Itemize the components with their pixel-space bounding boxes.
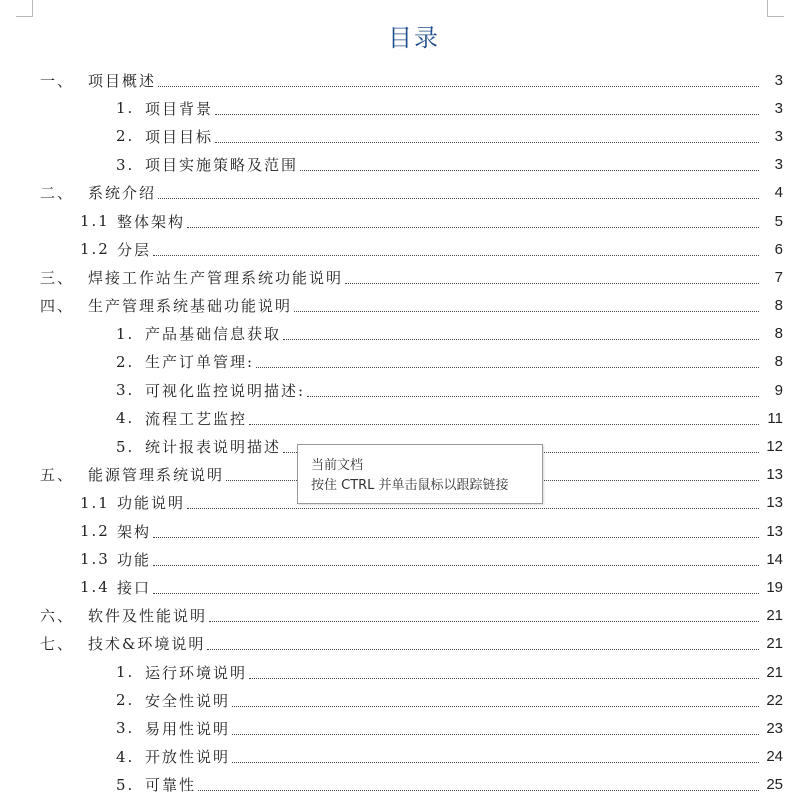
toc-dot-leader	[158, 86, 759, 87]
toc-entry-number: 3.	[116, 381, 145, 399]
toc-dot-leader	[153, 565, 759, 566]
toc-entry-page-number: 8	[774, 297, 783, 315]
toc-dot-leader	[283, 339, 759, 340]
toc-entry-number: 4.	[116, 748, 145, 766]
toc-dot-leader	[187, 508, 759, 509]
toc-entry-number: 六、	[40, 605, 88, 626]
toc-entry-page-number: 13	[766, 494, 783, 512]
toc-entry-label: 接口	[117, 578, 152, 597]
toc-dot-leader	[256, 367, 759, 368]
toc-entry-label: 整体架构	[117, 212, 186, 231]
toc-entry-page-number: 3	[774, 156, 783, 174]
toc-entry-label: 系统介绍	[88, 184, 157, 203]
toc-entry-label: 易用性说明	[145, 719, 231, 738]
toc-entry-page-number: 5	[774, 212, 783, 230]
toc-entry[interactable]	[0, 714, 800, 742]
toc-title: 目录	[388, 24, 440, 52]
toc-entry-number: 2.	[116, 127, 145, 145]
tooltip-line-document: 当前文档	[311, 458, 364, 473]
toc-entry-page-number: 25	[766, 776, 783, 794]
toc-entry-number: 1.2	[80, 522, 117, 540]
toc-entry-label: 架构	[117, 522, 152, 541]
toc-dot-leader	[207, 649, 759, 650]
toc-dot-leader	[209, 621, 759, 622]
toc-entry-number: 二、	[40, 182, 88, 203]
toc-entry[interactable]	[0, 94, 800, 122]
toc-entry-label: 项目背景	[145, 99, 214, 118]
toc-entry-label: 能源管理系统说明	[88, 466, 225, 485]
toc-entry-number: 1.2	[80, 240, 117, 258]
toc-entry[interactable]	[0, 376, 800, 404]
toc-entry[interactable]	[0, 686, 800, 714]
toc-entry-label: 软件及性能说明	[88, 607, 208, 626]
toc-entry-label: 产品基础信息获取	[145, 325, 282, 344]
toc-entry-label: 分层	[117, 240, 152, 259]
page-corner-mark-right	[767, 0, 784, 17]
toc-entry-page-number: 3	[774, 71, 783, 89]
toc-entry-label: 可靠性	[145, 776, 197, 795]
toc-entry-number: 3.	[116, 719, 145, 737]
toc-entry-page-number: 23	[766, 719, 783, 737]
toc-entry-page-number: 4	[774, 184, 783, 202]
toc-entry-label: 可视化监控说明描述:	[145, 381, 306, 400]
toc-entry[interactable]	[0, 404, 800, 432]
toc-entry-page-number: 6	[774, 240, 783, 258]
hyperlink-tooltip	[297, 444, 543, 504]
toc-entry[interactable]	[0, 66, 800, 94]
toc-entry[interactable]	[0, 602, 800, 630]
toc-entry-label: 技术&环境说明	[88, 635, 206, 654]
toc-entry-label: 项目实施策略及范围	[145, 156, 299, 175]
toc-entry[interactable]	[0, 235, 800, 263]
toc-entry-label: 项目目标	[145, 127, 214, 146]
toc-entry[interactable]	[0, 292, 800, 320]
toc-entry[interactable]	[0, 573, 800, 601]
toc-entry-label: 生产订单管理:	[145, 353, 255, 372]
toc-dot-leader	[345, 283, 759, 284]
toc-dot-leader	[307, 396, 759, 397]
toc-entry-page-number: 22	[766, 691, 783, 709]
toc-entry-number: 1.3	[80, 550, 117, 568]
toc-entry-page-number: 13	[766, 466, 783, 484]
toc-entry-page-number: 11	[767, 409, 783, 427]
toc-entry-number: 三、	[40, 267, 88, 288]
toc-dot-leader	[294, 311, 759, 312]
toc-entry-number: 四、	[40, 295, 88, 316]
toc-dot-leader	[153, 255, 759, 256]
toc-entry[interactable]	[0, 743, 800, 771]
toc-entry-number: 1.	[116, 325, 145, 343]
toc-entry-label: 统计报表说明描述	[145, 438, 282, 457]
toc-entry-page-number: 3	[774, 99, 783, 117]
toc-entry-number: 七、	[40, 633, 88, 654]
page-corner-mark-left	[16, 0, 33, 17]
toc-entry-number: 5.	[116, 776, 145, 794]
toc-entry-page-number: 12	[766, 438, 783, 456]
toc-entry-page-number: 3	[774, 127, 783, 145]
toc-dot-leader	[300, 170, 759, 171]
toc-entry[interactable]	[0, 207, 800, 235]
toc-entry-number: 五、	[40, 464, 88, 485]
toc-entry[interactable]	[0, 320, 800, 348]
toc-dot-leader	[215, 142, 759, 143]
toc-entry[interactable]	[0, 517, 800, 545]
toc-entry-number: 1.	[116, 663, 145, 681]
toc-dot-leader	[249, 678, 759, 679]
toc-dot-leader	[153, 593, 759, 594]
toc-list	[0, 66, 800, 799]
toc-entry[interactable]	[0, 122, 800, 150]
toc-entry-label: 项目概述	[88, 71, 157, 90]
toc-entry-page-number: 14	[766, 550, 783, 568]
toc-entry-number: 1.1	[80, 494, 117, 512]
toc-entry-label: 功能说明	[117, 494, 186, 513]
toc-entry-label: 焊接工作站生产管理系统功能说明	[88, 268, 344, 287]
toc-dot-leader	[232, 762, 759, 763]
toc-entry-label: 功能	[117, 550, 152, 569]
toc-dot-leader	[187, 227, 759, 228]
toc-entry[interactable]	[0, 771, 800, 799]
toc-entry-number: 3.	[116, 156, 145, 174]
toc-entry-number: 4.	[116, 409, 145, 427]
toc-dot-leader	[198, 790, 759, 791]
toc-entry-number: 2.	[116, 353, 145, 371]
toc-entry-number: 1.1	[80, 212, 117, 230]
toc-entry-number: 5.	[116, 438, 145, 456]
toc-entry-page-number: 8	[774, 325, 783, 343]
toc-dot-leader	[232, 734, 759, 735]
tooltip-line-instruction: 按住 CTRL 并单击鼠标以跟踪链接	[311, 478, 509, 493]
toc-entry-number: 1.	[116, 99, 145, 117]
toc-entry-page-number: 9	[774, 381, 783, 399]
toc-entry[interactable]	[0, 545, 800, 573]
toc-entry-page-number: 21	[766, 635, 783, 653]
toc-entry-label: 开放性说明	[145, 748, 231, 767]
toc-entry-page-number: 21	[766, 607, 783, 625]
toc-entry[interactable]	[0, 179, 800, 207]
toc-entry-page-number: 13	[766, 522, 783, 540]
toc-dot-leader	[158, 198, 759, 199]
toc-entry-page-number: 7	[774, 268, 783, 286]
toc-entry[interactable]	[0, 630, 800, 658]
toc-entry-page-number: 19	[766, 578, 783, 596]
toc-entry-label: 运行环境说明	[145, 663, 248, 682]
toc-entry-number: 2.	[116, 691, 145, 709]
toc-entry[interactable]	[0, 348, 800, 376]
toc-entry-number: 1.4	[80, 578, 117, 596]
toc-entry-page-number: 8	[774, 353, 783, 371]
toc-entry[interactable]	[0, 263, 800, 291]
toc-entry-label: 安全性说明	[145, 691, 231, 710]
toc-dot-leader	[249, 424, 759, 425]
toc-dot-leader	[153, 537, 759, 538]
toc-entry-label: 流程工艺监控	[145, 409, 248, 428]
toc-entry-label: 生产管理系统基础功能说明	[88, 297, 293, 316]
toc-entry-number: 一、	[40, 70, 88, 91]
toc-dot-leader	[232, 706, 759, 707]
toc-entry-page-number: 24	[766, 748, 783, 766]
toc-entry-page-number: 21	[766, 663, 783, 681]
toc-entry[interactable]	[0, 658, 800, 686]
toc-entry[interactable]	[0, 151, 800, 179]
toc-dot-leader	[215, 114, 759, 115]
